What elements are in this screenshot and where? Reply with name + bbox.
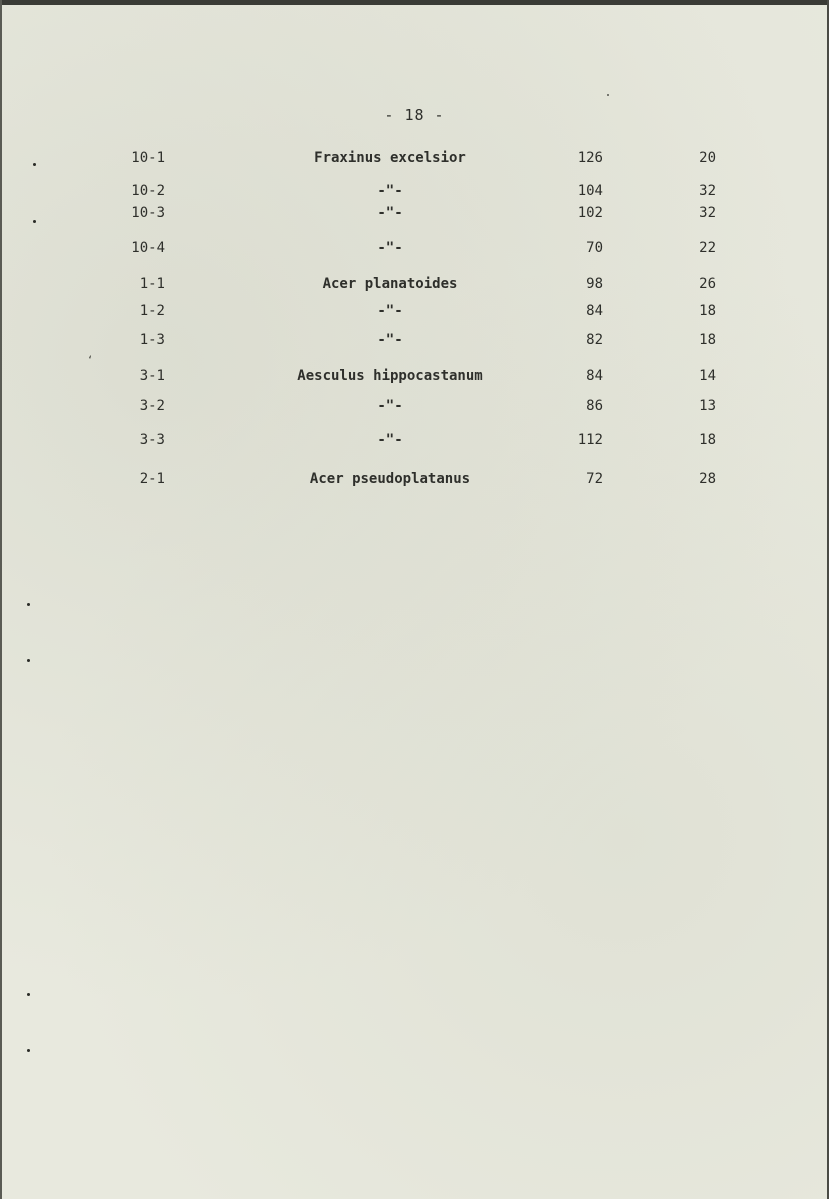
- plot-id: 3-2: [139, 398, 165, 414]
- value-a: 126: [577, 150, 603, 166]
- value-b: 20: [699, 150, 716, 166]
- table-row: [0, 432, 829, 452]
- value-a: 84: [586, 368, 603, 384]
- table-row: [0, 368, 829, 388]
- value-a: 102: [577, 205, 603, 221]
- value-b: 18: [699, 303, 716, 319]
- value-b: 13: [699, 398, 716, 414]
- value-b: 18: [699, 332, 716, 348]
- punch-hole-dot: [33, 220, 36, 223]
- margin-pen-mark: ‘: [87, 355, 94, 366]
- value-b: 22: [699, 240, 716, 256]
- value-b: 32: [699, 183, 716, 199]
- punch-hole-dot: [27, 993, 30, 996]
- value-a: 104: [577, 183, 603, 199]
- plot-id: 1-1: [139, 276, 165, 292]
- value-b: 28: [699, 471, 716, 487]
- punch-hole-dot: [27, 1049, 30, 1052]
- punch-hole-dot: [27, 659, 30, 662]
- value-b: 18: [699, 432, 716, 448]
- plot-id: 10-1: [131, 150, 165, 166]
- species-name: -"-: [377, 205, 403, 221]
- value-a: 84: [586, 303, 603, 319]
- table-row: [0, 205, 829, 225]
- value-a: 70: [586, 240, 603, 256]
- value-a: 98: [586, 276, 603, 292]
- value-a: 112: [577, 432, 603, 448]
- table-row: [0, 183, 829, 203]
- table-row: [0, 332, 829, 352]
- species-name: -"-: [377, 398, 403, 414]
- species-name: Acer planatoides: [322, 276, 458, 292]
- plot-id: 10-3: [131, 205, 165, 221]
- value-b: 32: [699, 205, 716, 221]
- table-row: [0, 240, 829, 260]
- species-name: Fraxinus excelsior: [314, 150, 466, 166]
- species-name: -"-: [377, 332, 403, 348]
- table-row: [0, 471, 829, 491]
- plot-id: 10-2: [131, 183, 165, 199]
- species-name: Acer pseudoplatanus: [309, 471, 471, 487]
- species-name: -"-: [377, 183, 403, 199]
- value-a: 86: [586, 398, 603, 414]
- table-row: [0, 303, 829, 323]
- value-a: 82: [586, 332, 603, 348]
- plot-id: 2-1: [139, 471, 165, 487]
- scan-top-edge: [0, 0, 829, 5]
- plot-id: 3-1: [139, 368, 165, 384]
- scan-left-edge: [0, 0, 2, 1199]
- punch-hole-dot: [33, 163, 36, 166]
- page-number: - 18 -: [384, 106, 445, 124]
- plot-id: 1-2: [139, 303, 165, 319]
- value-b: 26: [699, 276, 716, 292]
- plot-id: 3-3: [139, 432, 165, 448]
- species-name: -"-: [377, 303, 403, 319]
- punch-hole-dot: [27, 603, 30, 606]
- value-b: 14: [699, 368, 716, 384]
- table-row: [0, 398, 829, 418]
- species-name: -"-: [377, 240, 403, 256]
- value-a: 72: [586, 471, 603, 487]
- table-row: [0, 150, 829, 170]
- ink-speck: [607, 94, 609, 96]
- table-row: [0, 276, 829, 296]
- species-name: Aesculus hippocastanum: [297, 368, 483, 384]
- species-name: -"-: [377, 432, 403, 448]
- plot-id: 10-4: [131, 240, 165, 256]
- plot-id: 1-3: [139, 332, 165, 348]
